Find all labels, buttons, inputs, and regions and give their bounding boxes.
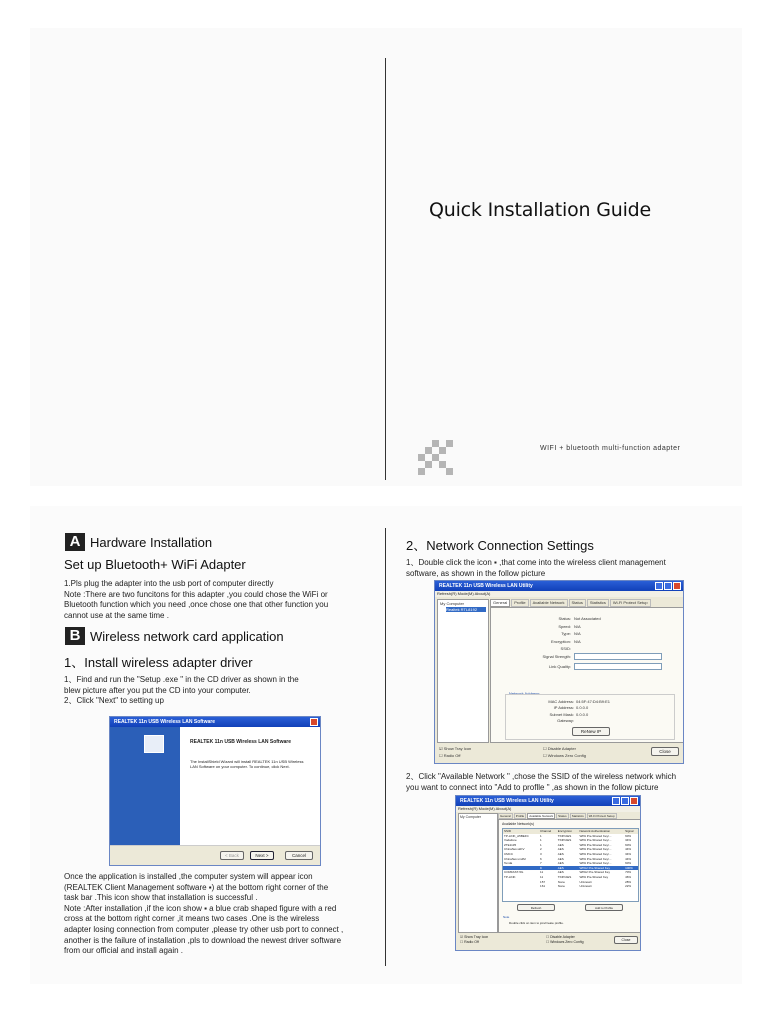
device-tree[interactable] [437,599,489,743]
step2-text: 2、Click "Available Network " ,chose the SSID of the wireless network which you want to connect into "Add to proflle " ,as shown in the follow picture [406,772,677,792]
zero-config-checkbox[interactable]: ☐ Windows Zero Config [543,753,586,758]
utility-window-general [434,580,684,764]
network-address-group [505,694,675,740]
section-a-badge: A [65,533,85,551]
network-cell: 1 [540,833,542,838]
utility-titlebar: REALTEK 11n USB Wireless LAN Utility [435,581,683,591]
status-values: Not Associated N/A N/A N/A [574,616,601,644]
network-cell: AES [557,847,564,852]
utility2-menubar[interactable]: Refresh(R) Mode(M) About(A) [456,806,640,812]
available-network-panel [498,819,641,933]
installer-monitor-icon [144,735,164,753]
setup-text: 1.Pls plug the adapter into the usb port of computer directly Note :There are two funcitons for this adapter ,you could chose the WiFi or Bluetooth function which you need ,once chose one that other function you cannot use at the same time . [64,579,329,620]
network-cell: 44% [625,856,632,861]
installer-window [109,716,321,866]
network-cell: Unknown [579,879,592,884]
zero-config-checkbox-2[interactable]: ☐ Windows Zero Config [546,940,584,944]
note-text: Double click on item to join/create profile. [509,921,564,925]
refresh-button[interactable]: Refresh [517,904,555,911]
tree-adapter[interactable]: Realtek RTL8192 [446,607,486,612]
network-cell: AES [557,861,564,866]
utility2-titlebar: REALTEK 11n USB Wireless LAN Utility [456,796,640,806]
network-column-header[interactable]: Signal [625,829,634,833]
installer-body: The InstallShield Wizard will install REALTEK 11n USB Wireless LAN Software on your computer. To continue, click Next. [190,759,304,769]
installer-titlebar: REALTEK 11n USB Wireless LAN Software [110,717,320,727]
tab-available-network[interactable]: Available Network [530,599,568,607]
network-cell: ChinaNet-vm4M [504,856,526,861]
network-cell: AES [557,842,564,847]
close-icon[interactable] [630,797,638,805]
network-cell: WPA Pre-Shared Key/... [579,851,612,856]
network-cell: WPA Pre-Shared Key [579,874,609,879]
section-b-title: Wireless network card application [90,629,284,644]
network-cell: 11 [540,874,544,879]
network-column-header[interactable]: SSID [504,829,512,833]
network-cell: WPA Pre-Shared Key/... [579,838,612,843]
network-cell: 2 [540,847,542,852]
network-cell: COMFAST-5G [504,870,524,875]
tab-status[interactable]: Status [569,599,586,607]
tray-options [439,745,471,759]
close-icon[interactable] [673,582,681,590]
network-cell: 28% [625,879,632,884]
after-install-text: Once the application is installed ,the computer system will appear icon (REALTEK Client Management software ▪) at the bottom right corner of the task bar .This icon show that installation is successful . Note :After installation ,if the icon show ▪ a blue crab shaped figure with a red cross at the bottom right corner ,it means two cases .One is the wireless adapter losing connection from computer ,please try other usb port to connect , another is the failure of installation ,pls to download the newest driver software from our official and install again . [64,872,344,956]
net-labels: MAC Address: IP Address: Subnet Mask: Gateway: [548,699,574,724]
link-quality-label: Link Quality: [548,664,571,669]
status-labels: Status: Speed: Type: Encryption: SSID: [550,616,571,652]
network-cell: WPA2 Pre-Shared Key [579,865,610,870]
network-cell: Tenda [504,861,513,866]
network-cell: TP-LINK [504,874,516,879]
close-button[interactable]: Close [651,747,679,756]
network-cell: WPA Pre-Shared Key/... [579,842,612,847]
installer-side-panel [110,727,180,855]
disable-adapter-checkbox[interactable]: ☐ Disable Adapter [543,746,576,751]
minimize-icon[interactable] [612,797,620,805]
network-cell: Unknown [579,884,592,889]
network-cell: AES [557,865,564,870]
network-cell: WPA2 Pre-Shared Key [579,870,610,875]
close-button-2[interactable]: Close [614,936,638,944]
network-cell: 34% [625,838,632,843]
install-title: 1、Install wireless adapter driver [64,655,253,670]
net-values: 04:5F:47:D4:B9:E1 0.0.0.0 0.0.0.0 [576,699,611,717]
step1-text: 1、Double click the icon ▪ ,that come into the wireless client management software, as shown in the follow picture [406,558,666,578]
network-cell: TP-LINK_A5BEFC [504,833,529,838]
next-button[interactable]: Next > [250,851,274,860]
network-cell: CMCC [504,851,513,856]
disable-adapter-checkbox-2[interactable]: ☐ Disable Adapter [546,935,575,939]
network-cell: ZTE1135 [504,842,517,847]
tab-statistics-2[interactable]: Statistics [571,814,584,818]
network-cell: 70% [625,870,632,875]
maximize-icon[interactable] [621,797,629,805]
adapter-options-2 [546,935,584,945]
cover-subtitle: WIFI + bluetooth multi-function adapter [540,445,681,452]
network-cell: TKIP/AES [557,874,572,879]
maximize-icon[interactable] [664,582,672,590]
network-cell: 1 [540,842,542,847]
network-column-header[interactable]: Encryption [557,829,572,833]
network-cell: 1 [540,838,542,843]
section-b-badge: B [65,627,85,645]
network-row[interactable] [503,884,638,889]
network-cell: 34% [625,851,632,856]
network-cell: 157 [540,879,546,884]
tab-status-2[interactable]: Status [558,814,567,818]
network-cell: 60% [625,861,632,866]
network-cell: 60% [625,842,632,847]
setup-title: Set up Bluetooth+ WiFi Adapter [64,557,246,572]
brand-logo-icon [418,440,454,474]
tab-general-2[interactable]: General [500,814,511,818]
network-cell: 46% [625,874,632,879]
network-cell: None [557,879,565,884]
network-cell: 44% [625,847,632,852]
utility-window-available-network [455,795,641,951]
network-cell: 11 [540,870,544,875]
network-cell: 60% [625,833,632,838]
cover-sheet [30,28,742,486]
network-cell: Vodafone [504,838,517,843]
fold-line-bottom [385,528,386,966]
install-text: 1、Find and run the "Setup .exe " in the CD driver as shown in the blew picture after you put the CD into your computer. 2、Click "Next" to setting up [64,675,299,706]
network-cell: 6 [540,856,542,861]
network-table [503,829,638,889]
network-cell: 100% [625,865,633,870]
cancel-button[interactable]: Cancel [285,851,313,860]
network-settings-title: 2、Network Connection Settings [406,538,594,553]
tab-profile-2[interactable]: Profile [515,814,525,818]
network-cell: TKIP/AES [557,833,572,838]
adapter-options [543,745,586,759]
network-cell [503,884,539,889]
close-icon[interactable] [310,718,318,726]
signal-strength-bar [574,653,662,660]
utility-tabs [490,599,682,607]
network-cell: 9 [540,865,542,870]
network-address-heading: Network Address: [509,691,541,696]
section-a-title: Hardware Installation [90,535,213,550]
network-cell: AES [557,870,564,875]
tree-root[interactable]: My Computer [440,601,465,606]
network-cell: WPA Pre-Shared Key/... [579,833,612,838]
network-cell: 161 [540,884,546,889]
network-cell: 7 [540,861,542,866]
general-panel [490,607,684,743]
network-list[interactable] [502,828,639,902]
radio-off-checkbox-2[interactable]: ☐ Radio Off [460,940,479,944]
installer-heading: REALTEK 11n USB Wireless LAN Software [190,739,291,745]
tray-options-2 [460,935,488,945]
network-cell: 22% [625,884,632,889]
link-quality-bar [574,663,662,670]
show-tray-checkbox-2[interactable]: ☑ Show Tray Icon [460,935,489,939]
network-cell: WPA Pre-Shared Key/... [579,856,612,861]
network-cell: AES [557,856,564,861]
renew-ip-button[interactable]: ReNew IP [572,727,610,736]
network-cell: AES [557,851,564,856]
tab-wps[interactable]: Wi-Fi Protect Setup [610,599,651,607]
tab-wps-2[interactable]: Wi-Fi Protect Setup [588,814,615,818]
cover-title: Quick Installation Guide [429,199,652,221]
available-network-heading: Available Network(s) [502,822,535,826]
add-to-profile-button[interactable]: Add to Profile [585,904,623,911]
network-cell: TKIP/AES [557,838,572,843]
device-tree-2[interactable] [458,813,498,933]
radio-off-checkbox[interactable]: ☐ Radio Off [439,753,461,758]
network-cell: WPA Pre-Shared Key/... [579,847,612,852]
minimize-icon[interactable] [655,582,663,590]
network-cell: ChinaNet-xkKV [504,847,525,852]
utility-menubar[interactable]: Refresh(R) Mode(M) About(A) [435,591,683,597]
back-button[interactable]: < Back [220,851,244,860]
tab-profile[interactable]: Profile [511,599,528,607]
fold-line-top [385,58,386,480]
tab-general[interactable]: General [490,599,510,607]
signal-strength-label: Signal Strength: [542,654,571,659]
tab-available-network-2[interactable]: Available Network [529,814,554,818]
tab-statistics[interactable]: Statistics [587,599,609,607]
network-column-header[interactable]: Channel [540,829,552,833]
note-heading: Note [503,915,510,919]
tree-root-2[interactable]: My Computer [460,815,482,819]
network-cell: None [557,884,565,889]
network-cell: 3 [540,851,542,856]
show-tray-checkbox[interactable]: ☑ Show Tray Icon [439,746,472,751]
network-column-header[interactable]: Network Authentication [579,829,611,833]
installer-footer [110,845,320,866]
network-cell: WPA Pre-Shared Key/... [579,861,612,866]
